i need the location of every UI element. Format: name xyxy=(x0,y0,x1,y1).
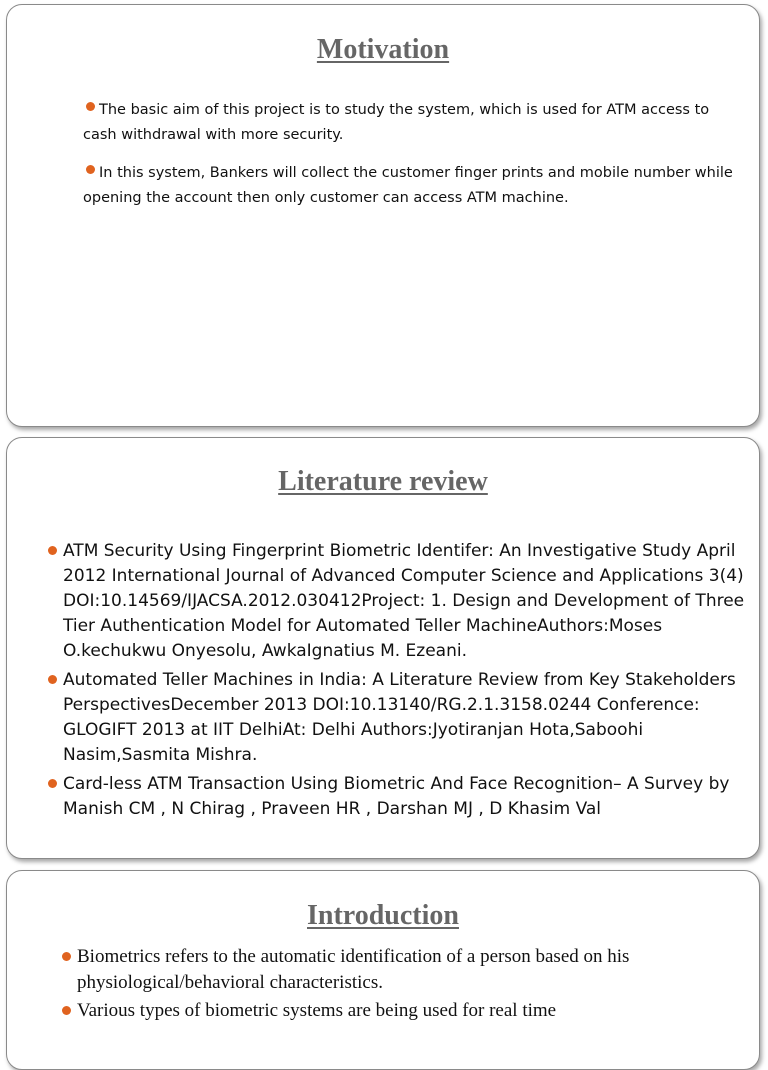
list-item xyxy=(83,98,733,148)
list-item xyxy=(45,539,745,664)
bullet-text: Card-less ATM Transaction Using Biometric And Face Recognition– A Survey by Manish CM , N Chirag , Praveen HR , Darshan MJ , D Khasim Val xyxy=(63,774,730,819)
slide-title: Literature review xyxy=(278,466,488,497)
slide-motivation xyxy=(6,4,760,427)
bullet-dot-icon xyxy=(86,102,95,111)
bullet-dot-icon xyxy=(48,779,57,788)
bullet-list xyxy=(83,98,733,224)
list-item xyxy=(45,668,745,768)
bullet-text: Automated Teller Machines in India: A Literature Review from Key Stakeholders PerspectivesDecember 2013 DOI:10.13140/RG.2.1.3158.0244 Conference: GLOGIFT 2013 at IIT DelhiAt: Delhi Authors:Jyotiranjan Hota,Saboohi Nasim,Sasmita Mishra. xyxy=(63,670,736,765)
bullet-dot-icon xyxy=(62,952,71,961)
list-item xyxy=(59,998,749,1024)
slide-literature-review xyxy=(6,437,760,859)
bullet-dot-icon xyxy=(62,1006,71,1015)
bullet-dot-icon xyxy=(48,546,57,555)
list-item xyxy=(83,161,733,211)
bullet-dot-icon xyxy=(48,675,57,684)
bullet-text: Various types of biometric systems are being used for real time xyxy=(77,1000,557,1021)
bullet-text: In this system, Bankers will collect the customer finger prints and mobile number while opening the account then only customer can access ATM machine. xyxy=(83,165,733,206)
bullet-text: ATM Security Using Fingerprint Biometric Identifer: An Investigative Study April 2012 International Journal of Advanced Computer Science and Applications 3(4) DOI:10.14569/IJACSA.2012.030412Project: 1. Design and Development of Three Tier Authentication Model for Automated Teller MachineAuthors:Moses O.kechukwu Onyesolu, AwkaIgnatius M. Ezeani. xyxy=(63,541,745,661)
bullet-list xyxy=(59,944,749,1026)
slide-title: Motivation xyxy=(316,34,450,65)
slide-introduction xyxy=(6,870,760,1070)
list-item xyxy=(45,772,745,822)
bullet-list xyxy=(45,539,745,826)
bullet-text: The basic aim of this project is to study the system, which is used for ATM access to cash withdrawal with more security. xyxy=(83,102,710,143)
bullet-text: Biometrics refers to the automatic identification of a person based on his physiological/behavioral characteristics. xyxy=(77,946,630,993)
list-item xyxy=(59,944,749,996)
slide-title: Introduction xyxy=(307,900,459,931)
bullet-dot-icon xyxy=(86,165,95,174)
